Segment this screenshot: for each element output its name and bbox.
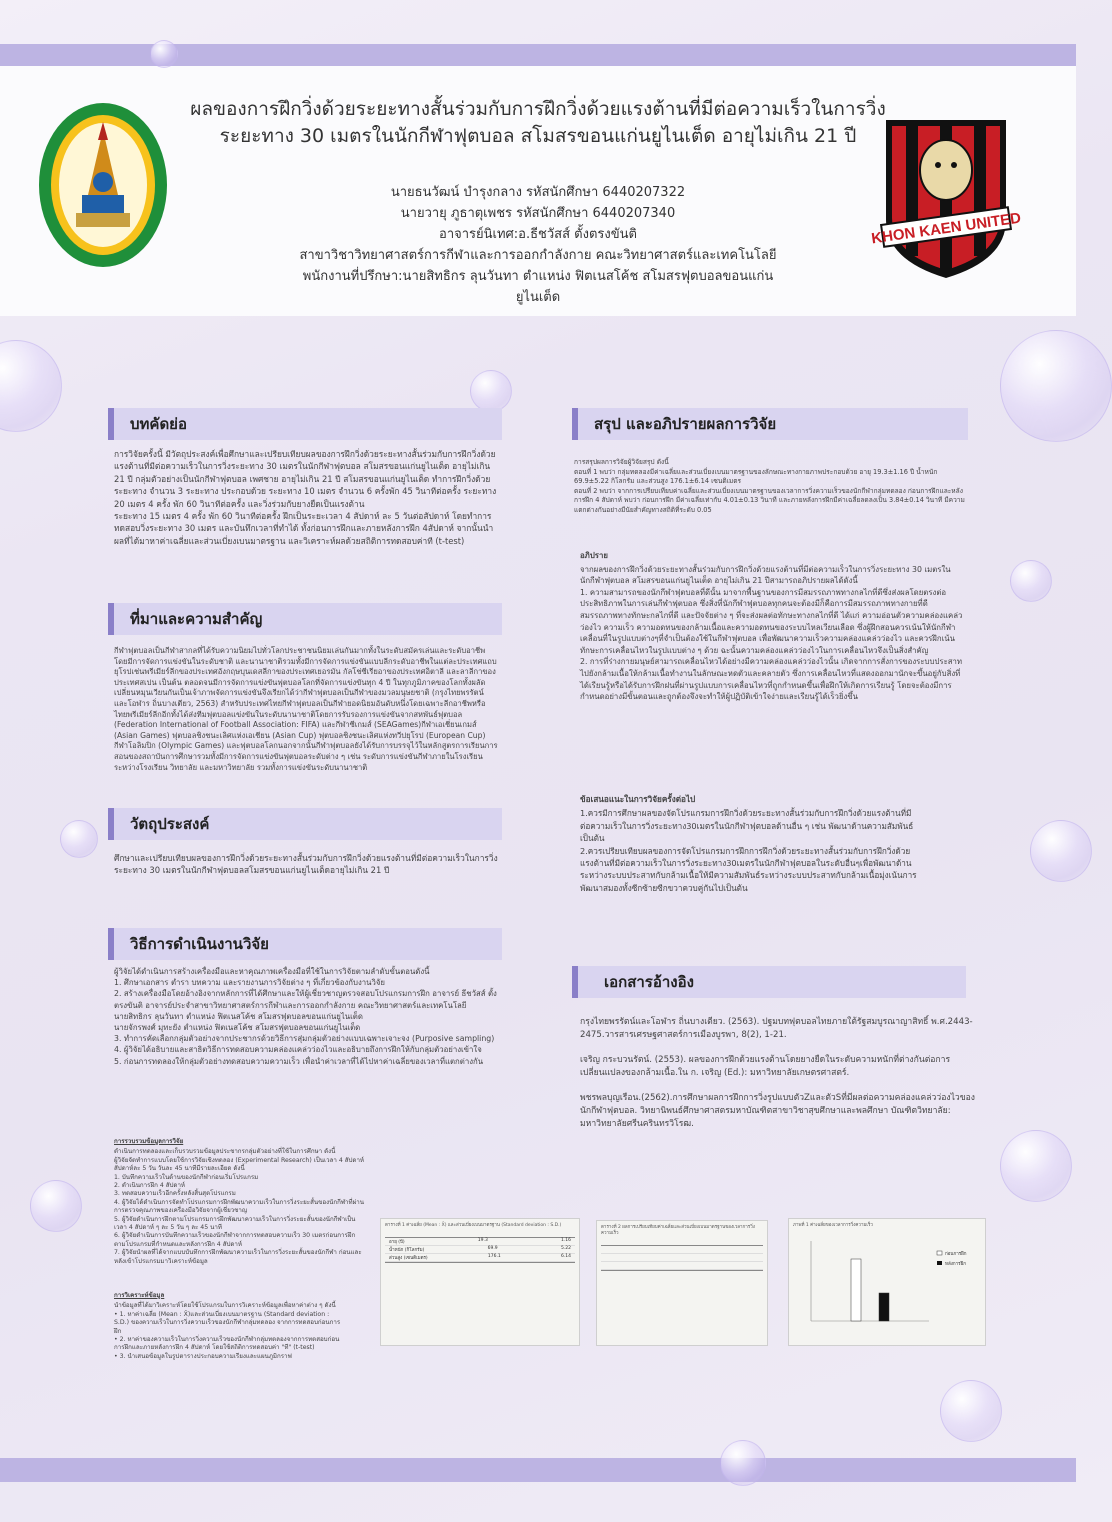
background-text: กีฬาฟุตบอลเป็นกีฬาสากลที่ได้รับความนิยมไปทั่วโลกประชาชนนิยมเล่นกันมากทั้งในระดับสมัครเล่นและระดับอาชีพ โดยมีการจัดการแข่งขันในระดับชาติ และนานาชาติรวมทั้งมีการจัดการแข่งขันแบบลีกระดับอาชีพในแต่ละประเทศแถบยุโรปเช่นพรีเมียร์ลีกของประเทศอังกฤษบุนเดสลีกาของประเทศเยอรมัน กัลโช่ซีเรียอาของประเทศอิตาลี และลาลีกาของประเทศสเปน เป็นต้น ตลอดจนมีการจัดการแข่งขันฟุตบอลโลกที่จัดการแข่งขันทุก 4 ปี ในทุกภูมิภาคของโลกทั้งผลัดเปลี่ยนหมุนเวียนกันเป็นเจ้าภาพจัดการแข่งขันจึงเรียกได้ว่ากีฬาฟุตบอลเป็นกีฬาของมวลมนุษยชาติ (กรุงไทยพรรัตน์ และโอฬาร ถิ่นบางเตียว, 2563) สำหรับประเทศไทยกีฬาฟุตบอลเป็นกีฬายอดนิยมอันดับหนึ่งโดยเฉพาะลีกอาชีพหรือไทยพรีเมียร์ลีกอีกทั้งได้ส่งทีมฟุตบอลแข่งขันในระดับนานาชาติโดยการรับรองการแข่งขันจากสหพันธ์ฟุตบอล (Federation International of Football Association: FIFA) และกีฬาซีเกมส์ (SEAGames)กีฬาเอเชี่ยนเกมส์ (Asian Games) ฟุตบอลชิงชนะเลิศแห่งเอเชียน (Asian Cup) ฟุตบอลชิงชนะเลิศแห่งทวีปยุโรป (European Cup) กีฬาโอลิมปิก (Olympic Games) และฟุตบอลโลกนอกจากนั้นกีฬาฟุตบอลยังได้รับการบรรจุไว้ในหลักสูตรการเรียนการสอนของสถาบันการศึกษารวมทั้งมีการจัดการแข่งขันฟุตบอลระดับต่าง ๆ เช่น ระดับการแข่งขันกีฬาภายในโรงเรียน ระหว่างโรงเรียน วิทยาลัย และมหาวิทยาลัย รวมทั้งการแข่งขันระดับนานาชาติ [114, 646, 498, 772]
objective-heading: วัตถุประสงค์ [108, 808, 502, 840]
method-heading: วิธีการดำเนินงานวิจัย [108, 928, 502, 960]
background-heading: ที่มาและความสำคัญ [108, 603, 502, 635]
legend-pre-label: ก่อนการฝึก [945, 1252, 967, 1257]
bar-pre-training [851, 1259, 861, 1321]
reference-item: พชรพลบุญเรือน.(2562).การศึกษาผลการฝึกการวิ่งรูปแบบตัวZและตัวSที่มีผลต่อความคล่องแคล่วว่องไวของนักกีฬาฟุตบอล. วิทยานิพนธ์ศึกษาศาสตรมหาบัณฑิตสาขาวิชาสุขศึกษาและพลศึกษา บัณฑิตวิทยาลัย: มหาวิทยาลัยศรีนครินทรวิโรฒ. [580, 1093, 975, 1129]
table1-grid [385, 1237, 575, 1263]
data-collection-text: ดำเนินการทดลองและเก็บรวบรวมข้อมูลประชากรกลุ่มตัวอย่างที่ใช้ในการศึกษา ดังนี้ ผู้วิจัยจัดทำการแบบโดยใช้การวิจัยเชิงทดลอง (Experimental Research) เป็นเวลา 4 สัปดาห์ สัปดาห์ละ 5 วัน วันละ 45 นาทีมีรายละเอียด ดังนี้ 1. บันทึกความเร็วในด้านของนักกีฬาก่อนเริ่มโปรแกรม 2. ดำเนินการฝึก 4 สัปดาห์ 3. ทดสอบความเร็วอีกครั้งหลังสิ้นสุดโปรแกรม 4. ผู้วิจัยได้ดำเนินการจัดทำโปรแกรมการฝึกพัฒนาความเร็วในการวิ่งระยะสั้นของนักกีฬาที่ผ่านการตรวจคุณภาพของเครื่องมือวิจัยจากผู้เชี่ยวชาญ 5. ผู้วิจัยดำเนินการฝึกตามโปรแกรมการฝึกพัฒนาความเร็วในการวิ่งระยะสั้นของนักกีฬาเป็นเวลา 4 สัปดาห์ ๆ ละ 5 วัน ๆ ละ 45 นาที 6. ผู้วิจัยดำเนินการบันทึกความเร็วของนักกีฬาจากการทดสอบความเร็ว 30 เมตรก่อนการฝึกตามโปรแกรมที่กำหนดและหลังการฝึก 4 สัปดาห์ 7. ผู้วิจัยนำผลที่ได้จากแบบบันทึกการฝึกพัฒนาความเร็วในการวิ่งระยะสั้นของนักกีฬา ก่อนและหลังเข้าโปรแกรมมาวิเคราะห์ข้อมูล [114, 1148, 364, 1265]
author-line: นายวายุ ภูธาตุเพชร รหัสนักศึกษา 6440207340 [400, 206, 676, 221]
decor-bubble [1000, 1130, 1072, 1202]
author-block [240, 182, 836, 308]
objective-text: ศึกษาและเปรียบเทียบผลของการฝึกวิ่งด้วยระยะทางสั้นร่วมกับการฝึกวิ่งด้วยแรงต้านที่มีต่อความเร็วในการวิ่งระยะทาง 30 เมตรในนักกีฬาฟุตบอลสโมสรขอนแก่นยูไนเต็ดอายุไม่เกิน 21 ปี [114, 853, 498, 876]
decor-bubble [470, 370, 512, 412]
mean-time-bar-chart [789, 1233, 985, 1333]
method-text: ผู้วิจัยได้ดำเนินการสร้างเครื่องมือและหาคุณภาพเครื่องมือที่ใช้ในการวิจัยตามลำดับขั้นตอนดังนี้ 1. ศึกษาเอกสาร ตำรา บทความ และรายงานการวิจัยต่าง ๆ ที่เกี่ยวข้องกับงานวิจัย 2. สร้างเครื่องมือโดยอ้างอิงจากหลักการที่ได้ศึกษาและให้ผู้เชี่ยวชาญตรวจสอบโปรแกรมการฝึก อาจารย์ ธีชวัสส์ ตั้งตรงขันติ อาจารย์ประจำสาขาวิทยาศาสตร์การกีฬาและการออกกำลังกาย คณะวิทยาศาสตร์และเทคโนโลยี นายสิทธิกร ลุนวันทา ตำแหน่ง ฟิตเนสโค้ช สโมสรฟุตบอลขอนแก่นยูไนเต็ด นายจักรพงศ์ มุทะยัง ตำแหน่ง ฟิตเนสโค้ช สโมสรฟุตบอลขอนแก่นยูไนเต็ด 3. ทำการคัดเลือกกลุ่มตัวอย่างจากประชากรด้วยวิธีการสุ่มกลุ่มตัวอย่างแบบเฉพาะเจาะจง (Purposive sampling) 4. ผู้วิจัยได้อธิบายและสาธิตวิธีการทดสอบความคล่องแคล่วว่องไวและอธิบายถึงการฝึกให้กับกลุ่มตัวอย่างเข้าใจ 5. ก่อนการทดลองให้กลุ่มตัวอย่างทดสอบความความเร็ว เพื่อนำค่าเวลาที่ได้ไปหาค่าเฉลี่ยของเวลาที่แตกต่างกัน [114, 967, 497, 1066]
data-collection-block [114, 1138, 364, 1268]
table1-cell: 19.3 [477, 1238, 488, 1243]
author-line: นายธนวัฒน์ บำรุงกลาง รหัสนักศึกษา 6440207322 [390, 185, 686, 200]
results-table-photo-2 [596, 1220, 768, 1346]
bar-post-training [879, 1293, 889, 1321]
abstract-heading: บทคัดย่อ [108, 408, 502, 440]
table2-grid [601, 1245, 763, 1271]
suggestion-heading: ข้อเสนอแนะในการวิจัยครั้งต่อไป [580, 794, 696, 804]
decor-bubble [1030, 820, 1092, 882]
decor-bubble [720, 1440, 766, 1486]
summary-text: การสรุปผลการวิจัยผู้วิจัยสรุป ดังนี้ ตอนที่ 1 พบว่า กลุ่มทดลองมีค่าเฉลี่ยและส่วนเบี่ยงเบนมาตรฐานของลักษณะทางกายภาพประกอบด้วย อายุ 19.3±1.16 ปี น้ำหนัก 69.9±5.22 กิโลกรัม และส่วนสูง 176.1±6.14 เซนติเมตร ตอนที่ 2 พบว่า จากการเปรียบเทียบค่าเฉลี่ยและส่วนเบี่ยงเบนมาตรฐานของเวลาการวิ่งความเร็วของนักกีฬากลุ่มทดลอง ก่อนการฝึกและหลังการฝึก 4 สัปดาห์ พบว่า ก่อนการฝึก มีค่าเฉลี่ยเท่ากับ 4.01±0.13 วินาที และภายหลังการฝึกมีค่าเฉลี่ยลดลงเป็น 3.84±0.14 วินาที มีความแตกต่างกันอย่างมีนัยสำคัญทางสถิติที่ระดับ 0.05 [574, 458, 965, 514]
suggestion-text: 1.ควรมีการศึกษาผลของจัดโปรแกรมการฝึกวิ่งด้วยระยะทางสั้นร่วมกับการฝึกวิ่งด้วยแรงต้านที่มีต่อความเร็วในการวิ่งระยะทาง30เมตรในนักกีฬาฟุตบอลด้านอื่น ๆ เช่น พัฒนาด้านความสัมพันธ์เป็นต้น 2.ควรเปรียบเทียบผลของการจัดโปรแกรมการฝึกการฝึกวิ่งด้วยระยะทางสั้นร่วมกับการฝึกวิ่งด้วยแรงต้านที่มีต่อความเร็วในการวิ่งระยะทาง30เมตรในนักกีฬาฟุตบอลในระดับอื่นๆเพื่อพัฒนาด้านระหว่างระบบประสาทกับกล้ามเนื้อให้มีความสัมพันธ์ระหว่างระบบประสาทกับกล้ามเนื้อมุ่งเน้นการพัฒนาสมองทั้งซีกซ้ายซีกขวาควบคู่กันไปเป็นต้น [580, 808, 917, 893]
conclusion-heading: สรุป และอภิปรายผลการวิจัย [572, 408, 968, 440]
results-chart-photo [788, 1218, 986, 1346]
university-seal-logo [36, 100, 170, 270]
chart-caption: ภาพที่ 1 ค่าเฉลี่ยของเวลาการวิ่งความเร็ว [793, 1223, 873, 1228]
analysis-block [114, 1292, 344, 1363]
table1-cell: อายุ (ปี) [389, 1240, 405, 1245]
table1-cell: 5.22 [560, 1246, 571, 1251]
table1-cell: 69.9 [487, 1246, 498, 1251]
reference-list [580, 1016, 976, 1143]
legend-post-label: หลังการฝึก [945, 1262, 966, 1267]
data-collection-heading: การรวบรวมข้อมูลการวิจัย [114, 1138, 184, 1145]
decor-bubble [940, 1380, 1002, 1442]
decor-bubble [150, 40, 178, 68]
reference-item: กรุงไทยพรรัตน์และโอฬาร ถิ่นบางเตียว. (2563). ปฐมบทฟุตบอลไทยภายใต้รัฐสมบูรณาญาสิทธิ์ พ.ศ.2443-2475.วารสารเศรษฐศาสตร์การเมืองบูรพา, 8(2), 1-21. [580, 1017, 973, 1040]
author-line: ยูไนเต็ด [515, 290, 561, 305]
title-line-1: ผลของการฝึกวิ่งด้วยระยะทางสั้นร่วมกับการฝึกวิ่งด้วยแรงต้านที่มีต่อความเร็วในการวิ่ง [190, 98, 886, 120]
analysis-heading: การวิเคราะห์ข้อมูล [114, 1292, 165, 1299]
title-line-2: ระยะทาง 30 เมตรในนักกีฬาฟุตบอล สโมสรขอนแก่นยูไนเต็ด อายุไม่เกิน 21 ปี [219, 125, 857, 147]
abstract-text: การวิจัยครั้งนี้ มีวัตถุประสงค์เพื่อศึกษาและเปรียบเทียบผลของการฝึกวิ่งด้วยระยะทางสั้นร่วมกับการฝึกวิ่งด้วยแรงต้านที่มีต่อความเร็วในการวิ่งระยะทาง 30 เมตรในนักกีฬาฟุตบอล สโมสรขอนแก่นยูไนเต็ด อายุไม่เกิน 21 ปี กลุ่มตัวอย่างเป็นนักกีฬาฟุตบอล เพศชาย อายุไม่เกิน 21 ปี สโมสรขอนแก่นยูไนเต็ด ทำการฝึกวิ่งด้วยระยะทาง จำนวน 3 ระยะทาง ประกอบด้วย ระยะทาง 10 เมตร จำนวน 6 ครั้งพัก 45 วินาทีต่อครั้ง ระยะทาง 20 เมตร 4 ครั้ง พัก 60 วินาทีต่อครั้ง และวิ่งร่วมกับยางยืดเป็นแรงต้าน ระยะทาง 15 เมตร 4 ครั้ง พัก 60 วินาทีต่อครั้ง ฝึกเป็นระยะเวลา 4 สัปดาห์ ละ 5 วันต่อสัปดาห์ โดยทำการทดสอบวิ่งระยะทาง 30 เมตร และบันทึกเวลาที่ทำได้ ทั้งก่อนการฝึกและภายหลังการฝึก 4สัปดาห์ จากนั้นนำผลที่ได้มาหาค่าเฉลี่ยและส่วนเบี่ยงเบนมาตรฐาน และวิเคราะห์ผลด้วยสถิติการทดสอบค่าที (t-test) [114, 449, 497, 546]
table2-caption: ตารางที่ 2 ผลการเปรียบเทียบค่าเฉลี่ยและส่วนเบี่ยงเบนมาตรฐานของเวลาการวิ่งความเร็ว [601, 1225, 755, 1236]
analysis-text: นำข้อมูลที่ได้มาวิเคราะห์โดยใช้โปรแกรมในการวิเคราะห์ข้อมูลเพื่อหาค่าต่าง ๆ ดังนี้ • 1. หาค่าเฉลี่ย (Mean : X̄)และส่วนเบี่ยงเบนมาตรฐาน (Standard deviation : S.D.) ของความเร็วในการวิ่งความเร็วของนักกีฬากลุ่มทดลอง จากการทดสอบก่อนการฝึก • 2. หาค่าของความเร็วในการวิ่งความเร็วของนักกีฬากลุ่มทดลองจากการทดสอบก่อนการฝึกและภายหลังการฝึก 4 สัปดาห์ โดยใช้สถิติการทดสอบค่า "ที" (t-test) • 3. นำเสนอข้อมูลในรูปตารางประกอบความเรียงและแผนภูมิกราฟ [114, 1302, 341, 1360]
references-heading: เอกสารอ้างอิง [572, 966, 966, 998]
author-line: อาจารย์นิเทศ:อ.ธีชวัสส์ ตั้งตรงขันติ [439, 227, 637, 242]
club-crest-text: KHON KAEN UNITED [870, 209, 1023, 248]
bottom-band [0, 1458, 1076, 1482]
decor-bubble [60, 820, 98, 858]
author-line: สาขาวิชาวิทยาศาสตร์การกีฬาและการออกกำลังกาย คณะวิทยาศาสตร์และเทคโนโลยี [299, 248, 777, 263]
suggestion-block [580, 793, 920, 896]
decor-bubble [1000, 330, 1112, 442]
table1-cell: 176.1 [487, 1254, 501, 1259]
author-line: พนักงานที่ปรึกษา:นายสิทธิกร ลุนวันทา ตำแหน่ง ฟิตเนสโค้ช สโมสรฟุตบอลขอนแก่น [302, 269, 774, 284]
table1-cell: 6.14 [560, 1254, 571, 1259]
discussion-heading: อภิปราย [580, 551, 608, 560]
table1-caption: ตารางที่ 1 ค่าเฉลี่ย (Mean : X̄) และส่วนเบี่ยงเบนมาตรฐาน (Standard deviation : S.D.) [385, 1223, 562, 1228]
reference-item: เจริญ กระบวนรัตน์. (2553). ผลของการฝึกด้วยแรงต้านโดยยางยืดในระดับความหนักที่ต่างกันต่อการเปลี่ยนแปลงของกล้ามเนื้อ.ใน ก. เจริญ (Ed.): มหาวิทยาลัยเกษตรศาสตร์. [580, 1055, 951, 1078]
table1-cell: น้ำหนัก (กิโลกรัม) [389, 1248, 425, 1253]
discussion-text: จากผลของการฝึกวิ่งด้วยระยะทางสั้นร่วมกับการฝึกวิ่งด้วยแรงต้านที่มีต่อความเร็วในการวิ่งระยะทาง 30 เมตรในนักกีฬาฟุตบอล สโมสรขอนแก่นยูไนเต็ด อายุไม่เกิน 21 ปีสามารถอภิปรายผลได้ดังนี้ 1. ความสามารถของนักกีฬาฟุตบอลที่ดีนั้น มาจากพื้นฐานของการมีสมรรถภาพทางกลไกที่ดีซึ่งส่งผลโดยตรงต่อประสิทธิภาพในการเล่นกีฬาฟุตบอล ซึ่งสิ่งที่นักกีฬาฟุตบอลทุกคนจะต้องมีก็คือการมีสมรรถภาพทางกายที่ดี สมรรถภาพทางทักษะกลไกที่ดี และปัจจัยต่าง ๆ ที่จะส่งผลต่อทักษะทางกลไกที่ดี ได้แก่ ความอ่อนตัวความคล่องแคล่วว่องไว ความเร็ว ความอดทนของกล้ามเนื้อและความอดทนของระบบไหลเวียนเลือด ซึ่งผู้ฝึกสอนควรเน้นให้นักกีฬาเคลื่อนที่ในรูปแบบต่างๆที่จำเป็นต้องใช้ในกีฬาฟุตบอล เพื่อพัฒนาความเร็วความคล่องแคล่วว่องไว และควรฝึกเน้นทักษะการเคลื่อนไหวในรูปแบบต่าง ๆ ด้วย ฉะนั้นความคล่องแคล่วว่องไวในการเคลื่อนไหวจึงเป็นสิ่งสำคัญ 2. การที่ร่างกายมนุษย์สามารถเคลื่อนไหวได้อย่างมีความคล่องแคล่วว่องไวนั้น เกิดจากการสั่งการของระบบประสาทไปยังกล้ามเนื้อให้กล้ามเนื้อทำงานในลักษณะหดตัวและคลายตัว ซึ่งการเคลื่อนไหวที่แสดงออกมานักจะขึ้นอยู่กับสิ่งที่ได้เรียนรู้หรือได้รับการฝึกฝนที่ผ่านรูปแบบการเคลื่อนไหวที่ถูกกำหนดขึ้นเพื่อฝึกให้เกิดการเรียนรู้ โดยจะต้องมีการกำหนดอย่างมีขั้นตอนและถูกต้องจึงจะทำให้ผู้ปฏิบัติเข้าใจง่ายและเรียนรู้ได้เร็วยิ่งขึ้น [580, 564, 963, 702]
table1-cell: ส่วนสูง (เซนติเมตร) [389, 1256, 428, 1261]
results-table-photo-1 [380, 1218, 580, 1346]
decor-bubble [0, 340, 62, 432]
poster-title [160, 96, 916, 150]
decor-bubble [30, 1180, 82, 1232]
decor-bubble [1010, 560, 1052, 602]
table1-cell: 1.16 [560, 1238, 571, 1243]
discussion-block [580, 550, 964, 705]
